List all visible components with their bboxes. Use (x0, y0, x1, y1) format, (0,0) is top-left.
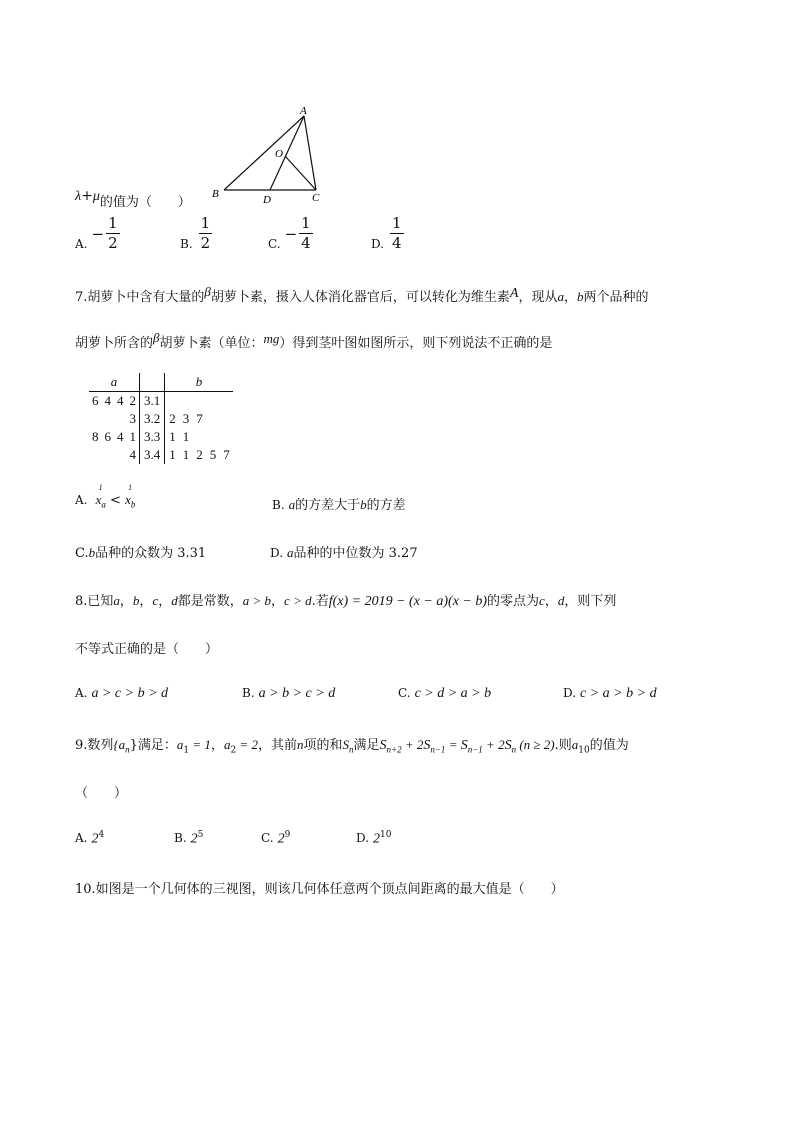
q9-s: S (342, 737, 349, 752)
q9-text-7: 的值为 (589, 738, 629, 753)
q9-option-b-base: 2 (190, 831, 198, 847)
leaf-a: 4 (129, 447, 136, 462)
q6-option-d-den: 4 (392, 234, 402, 252)
q9-option-a-base: 2 (91, 831, 99, 847)
q8-option-c-label: C. (398, 686, 411, 700)
q8-var-d: d (171, 593, 178, 608)
stem-leaf-header-stem (140, 373, 165, 392)
leaf-a: 2 (129, 393, 136, 408)
q7-text-5: 胡萝卜所含的 (75, 336, 154, 351)
leaf-a: 4 (117, 393, 124, 408)
q8-comma: ， (119, 594, 133, 609)
q9-a10: a (571, 737, 579, 752)
leaf-b (192, 392, 206, 411)
q7-line-2 (75, 330, 552, 351)
stem: 3.3 (140, 428, 165, 446)
q9-rel-s3: S (460, 738, 468, 753)
q8-var-b: b (132, 593, 140, 608)
q8-text-2: 都是常数， (177, 594, 243, 609)
q9-a1: a (176, 737, 184, 752)
q8-option-a-label: A. (75, 686, 88, 700)
q10-question: 10.如图是一个几何体的三视图，则该几何体任意两个顶点间距离的最大值是（ ） (75, 882, 564, 897)
q6-option-c-den: 4 (301, 234, 311, 252)
leaf-a: 8 (92, 429, 99, 444)
leaf-b: 3 (182, 411, 190, 426)
q9-option-d-base: 2 (373, 831, 381, 847)
q9-text-6: .则 (554, 738, 572, 753)
q9-seq: {a (113, 737, 126, 752)
q9-n: n (296, 737, 304, 752)
q6-option-c-num: 1 (301, 214, 311, 232)
q7-text-1: 7.胡萝卜中含有大量的 (75, 290, 205, 305)
q8-option-d[interactable] (563, 686, 657, 702)
point-label-b: B (212, 188, 219, 200)
q9-rel-s2: S (423, 738, 431, 753)
q7-option-c-text: 品种的众数为 3.31 (95, 546, 207, 561)
q7-option-a-sub-a: a (101, 499, 106, 510)
q9-option-c-base: 2 (277, 831, 285, 847)
q7-option-c-label: C. (75, 546, 89, 561)
q9-text-5: 满足 (353, 738, 380, 753)
q8-text-4: 的零点为 (487, 594, 540, 609)
q9-option-c[interactable] (261, 830, 290, 847)
leaf-b: 7 (196, 411, 203, 426)
leaf-b (219, 428, 233, 446)
q7-beta-2: β (153, 330, 160, 345)
triangle-figure (200, 100, 340, 210)
q8-comma: ， (271, 594, 285, 609)
q8-line-2: 不等式正确的是（ ） (75, 642, 219, 657)
q6-text: 的值为（ ） (99, 195, 191, 210)
point-label-o: O (275, 148, 283, 160)
q8-function: f(x) = 2019 − (x − a)(x − b) (328, 594, 488, 609)
q7-option-b-text-1: 的方差大于 (295, 498, 361, 513)
q7-text-4: 两个品种的 (583, 290, 649, 305)
q7-text-7: ）得到茎叶图如图所示，则下列说法不正确的是 (279, 336, 553, 351)
stem-leaf-plot (89, 373, 233, 464)
q9-rel-p2: + 2 (482, 737, 505, 752)
q9-option-d[interactable] (356, 830, 391, 847)
stem-leaf-header-a: a (89, 373, 140, 392)
q6-option-d-label: D. (371, 236, 385, 251)
leaf-a (102, 446, 115, 464)
q8-option-c[interactable] (398, 686, 491, 702)
q9-rel-s1-sub: n+2 (386, 744, 402, 755)
leaf-b: 5 (209, 447, 217, 462)
q9-rel-cond: (n ≥ 2) (516, 737, 555, 752)
q7-option-a-bar-2: 1 (128, 483, 133, 492)
q6-lambda: λ (75, 189, 82, 204)
q7-option-d-a: a (287, 545, 294, 560)
leaf-b (219, 392, 233, 411)
leaf-b (165, 392, 179, 411)
stem-leaf-header-b: b (165, 373, 233, 392)
q9-text-4: 项的和 (303, 738, 343, 753)
q7-option-d-label: D. (270, 546, 284, 560)
q9-seq-sub: n (125, 744, 130, 755)
stem-leaf-row (89, 446, 233, 464)
q7-option-a-lt: < (110, 493, 121, 508)
leaf-a: 4 (117, 429, 124, 444)
q8-comma: ， (544, 594, 558, 609)
leaf-b (179, 392, 193, 411)
q7-option-d-text: 品种的中位数为 3.27 (293, 546, 418, 561)
q9-rel-s2-sub: n−1 (430, 744, 446, 755)
q7-option-a-sub-b: b (130, 499, 136, 510)
q7-unit: mg (263, 331, 280, 346)
q9-option-b-exp: 5 (197, 830, 204, 840)
q6-option-a-fraction (106, 216, 120, 251)
q9-option-c-label: C. (261, 831, 274, 846)
q9-option-a[interactable] (75, 830, 104, 847)
q9-option-b[interactable] (174, 830, 203, 847)
q7-beta: β (204, 284, 211, 299)
q7-option-b-a: a (288, 497, 296, 512)
stem-leaf-row (89, 428, 233, 446)
leaf-b: 2 (169, 411, 176, 426)
q7-var-a: a (557, 289, 564, 304)
q9-s-sub: n (348, 744, 354, 755)
q7-option-a-bar-1: 1 (98, 483, 103, 492)
q7-option-d[interactable] (270, 542, 418, 561)
q7-option-b-b: b (360, 497, 367, 512)
q7-option-c[interactable] (75, 542, 206, 561)
q8-text-3: .若 (311, 594, 329, 609)
q9-rel-s4: S (504, 738, 512, 753)
leaf-b (206, 410, 220, 428)
q9-option-b-label: B. (174, 831, 187, 846)
q6-option-c-fraction (299, 216, 313, 251)
point-label-a: A (300, 105, 307, 117)
q6-option-a-num: 1 (108, 214, 118, 232)
leaf-a (89, 410, 102, 428)
q7-line-1 (75, 284, 649, 305)
q9-rel-p1: + 2 (401, 737, 424, 752)
q9-a2: a (223, 737, 231, 752)
q9-option-c-exp: 9 (284, 830, 291, 840)
q8-comma: ， (139, 594, 153, 609)
leaf-a: 6 (104, 429, 111, 444)
q9-option-d-label: D. (356, 831, 370, 846)
leaf-a: 6 (92, 393, 99, 408)
leaf-b: 1 (182, 447, 190, 462)
q6-plus: + (81, 188, 93, 204)
q6-option-a-label: A. (75, 236, 88, 251)
q6-option-b-den: 2 (200, 234, 211, 252)
leaf-a: 4 (104, 393, 111, 408)
q6-option-d[interactable] (371, 216, 404, 251)
stem: 3.1 (140, 392, 165, 411)
leaf-b: 7 (223, 447, 230, 462)
q7-var-b: b (577, 289, 584, 304)
q7-option-a[interactable] (75, 483, 136, 510)
q9-comma: ， (210, 738, 224, 753)
q6-option-a-sign: − (91, 224, 105, 243)
q8-text-5: ，则下列 (564, 594, 617, 609)
q7-option-c-b: b (88, 545, 96, 560)
q7-option-b[interactable] (272, 494, 406, 513)
q8-option-a-expr: a > c > b > d (91, 686, 169, 701)
leaf-a: 1 (129, 429, 136, 444)
q8-cond-2: c > d (284, 593, 312, 608)
stem-leaf-row (89, 392, 233, 411)
leaf-b (206, 392, 220, 411)
stem-leaf-row (89, 410, 233, 428)
leaf-b (192, 428, 206, 446)
leaf-b: 1 (169, 429, 176, 444)
q9-text-2: 满足： (137, 738, 177, 753)
q7-vitamin-a: A (509, 286, 519, 301)
q7-option-a-expr (95, 483, 136, 510)
q6-option-c-label: C. (268, 236, 281, 251)
q7-option-a-x2: x (125, 492, 131, 507)
q8-line-1 (75, 590, 616, 610)
q9-rel-eq: = (445, 737, 461, 752)
q9-option-d-exp: 10 (380, 830, 392, 840)
q8-cond-1: a > b (242, 593, 272, 608)
q9-option-a-exp: 4 (98, 830, 105, 840)
q6-option-b-num: 1 (200, 214, 211, 232)
q8-option-a[interactable] (75, 686, 168, 702)
q6-option-b[interactable] (180, 216, 212, 251)
q8-option-d-label: D. (563, 686, 577, 700)
q6-option-c-sign: − (284, 224, 298, 243)
q9-a1-val: = 1 (189, 737, 211, 752)
leaf-a (114, 446, 127, 464)
q9-rel-s1: S (379, 738, 387, 753)
q9-a2-sub: 2 (230, 745, 237, 756)
q6-option-b-fraction (199, 216, 213, 251)
leaf-a (102, 410, 115, 428)
q6-mu: μ (92, 189, 100, 204)
stem: 3.2 (140, 410, 165, 428)
leaf-b (206, 428, 220, 446)
q7-text-2: 胡萝卜素，摄入人体消化器官后，可以转化为维生素 (210, 290, 510, 305)
q6-option-d-fraction (390, 216, 404, 251)
q7-option-a-x1: x (95, 492, 102, 507)
q7-sep: ， (563, 290, 577, 305)
leaf-b: 1 (169, 447, 176, 462)
q9-line-1 (75, 734, 629, 756)
q8-var-c: c (152, 593, 159, 608)
leaf-b: 1 (182, 429, 190, 444)
q9-text-3: ，其前 (257, 738, 297, 753)
q8-option-c-expr: c > d > a > b (414, 686, 492, 701)
leaf-a: 3 (129, 411, 136, 426)
point-label-c: C (312, 192, 320, 204)
q7-option-b-text-2: 的方差 (366, 498, 406, 513)
q7-option-b-label: B. (272, 498, 285, 512)
q9-a1-sub: 1 (183, 745, 190, 756)
q6-option-d-num: 1 (392, 214, 402, 232)
q9-a10-sub: 10 (578, 745, 590, 756)
point-label-d: D (263, 194, 271, 206)
q9-option-a-label: A. (75, 831, 88, 846)
q6-option-b-label: B. (180, 236, 193, 251)
q8-option-b[interactable] (242, 686, 335, 702)
q8-zero-c: c (539, 593, 545, 608)
leaf-a (89, 446, 102, 464)
q8-comma: ， (158, 594, 172, 609)
stem: 3.4 (140, 446, 165, 464)
q9-seq-end: } (129, 738, 138, 753)
q9-text-1: 9.数列 (75, 738, 114, 753)
q8-option-b-label: B. (242, 686, 255, 700)
leaf-b (219, 410, 233, 428)
q6-option-a-den: 2 (108, 234, 118, 252)
q7-option-a-label: A. (75, 493, 88, 507)
q8-option-b-expr: a > b > c > d (258, 686, 336, 701)
leaf-a (114, 410, 127, 428)
q8-zero-d: d (557, 593, 565, 608)
q6-option-c[interactable] (268, 216, 313, 251)
q9-a2-val: = 2 (236, 737, 258, 752)
q8-option-d-expr: c > a > b > d (580, 686, 657, 701)
q8-var-a: a (113, 593, 120, 608)
q8-text-1: 8.已知 (75, 594, 114, 609)
q6-question (75, 188, 191, 210)
q7-text-6: 胡萝卜素（单位： (159, 336, 264, 351)
q7-text-3: ，现从 (518, 290, 558, 305)
q9-line-2: （ ） (75, 786, 128, 801)
q6-option-a[interactable] (75, 216, 120, 251)
leaf-b: 2 (196, 447, 203, 462)
q9-rel-s4-sub: n (511, 744, 517, 755)
q9-rel-s3-sub: n−1 (467, 744, 483, 755)
